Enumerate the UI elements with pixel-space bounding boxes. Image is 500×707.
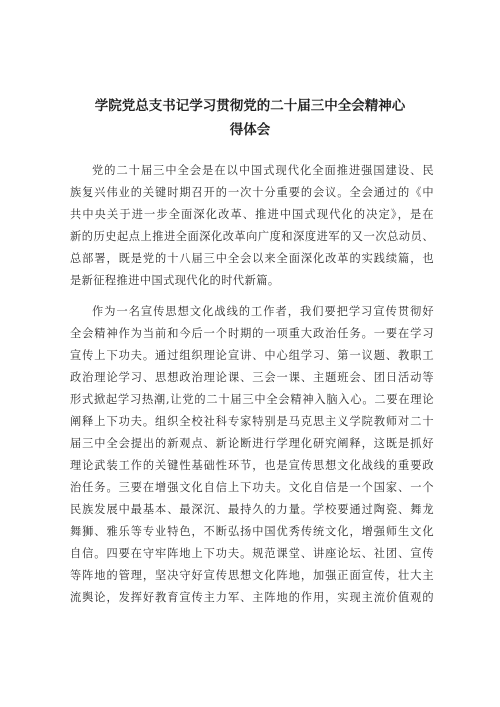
paragraph-1-line-1: 党的二十届三中全会是在以中国式现代化全面推进强国建设、民 (92, 164, 434, 177)
paragraph-2-line-9: 治任务。三要在增强文化自信上下功夫。文化自信是一个国家、一个 (70, 481, 434, 494)
paragraph-2-line-11: 舞狮、雅乐等专业特色，不断弘扬中国优秀传统文化，增强师生文化 (70, 525, 434, 538)
paragraph-2-line-7: 届三中全会提出的新观点、新论断进行学理化研究阐释，这既是抓好 (70, 437, 434, 450)
document-title-line-1: 学院党总支书记学习贯彻党的二十届三中全会精神心 (94, 98, 406, 114)
paragraph-1-line-5: 总部署，既是党的十八届三中全会以来全面深化改革的实践续篇，也 (70, 252, 434, 265)
paragraph-2-line-1: 作为一名宣传思想文化战线的工作者，我们要把学习宣传贯彻好 (92, 305, 434, 318)
paragraph-2-line-2: 全会精神作为当前和今后一个时期的一项重大政治任务。一要在学习 (70, 327, 434, 340)
paragraph-1-line-6: 是新征程推进中国式现代化的时代新篇。 (70, 274, 280, 287)
paragraph-2-line-6: 阐释上下功夫。组织全校社科专家特别是马克思主义学院教师对二十 (70, 415, 434, 428)
paragraph-1-line-4: 新的历史起点上推进全面深化改革向广度和深度进军的又一次总动员、 (70, 230, 434, 243)
document-title-line-2: 得体会 (229, 122, 271, 138)
paragraph-2-line-12: 自信。四要在守牢阵地上下功夫。规范课堂、讲座论坛、社团、宣传 (70, 547, 434, 560)
paragraph-2-line-3: 宣传上下功夫。通过组织理论宣讲、中心组学习、第一议题、教职工 (70, 349, 434, 362)
paragraph-1-line-3: 共中央关于进一步全面深化改革、推进中国式现代化的决定》，是在 (70, 208, 434, 221)
paragraph-1-line-2: 族复兴伟业的关键时期召开的一次十分重要的会议。全会通过的《中 (70, 186, 434, 199)
paragraph-2-line-4: 政治理论学习、思想政治理论课、三会一课、主题班会、团日活动等 (70, 371, 434, 384)
paragraph-2-line-5: 形式掀起学习热潮,让党的二十届三中全会精神入脑入心。二要在理论 (70, 393, 434, 406)
paragraph-2-line-14: 流舆论，发挥好教育宣传主力军、主阵地的作用，实现主流价值观的 (70, 591, 434, 604)
paragraph-2-line-10: 民族发展中最基本、最深沉、最持久的力量。学校要通过陶瓷、舞龙 (70, 503, 434, 516)
paragraph-2-line-13: 等阵地的管理，坚决守好宣传思想文化阵地，加强正面宣传，壮大主 (70, 569, 434, 582)
paragraph-2-line-8: 理论武装工作的关键性基础性环节，也是宣传思想文化战线的重要政 (70, 459, 434, 472)
